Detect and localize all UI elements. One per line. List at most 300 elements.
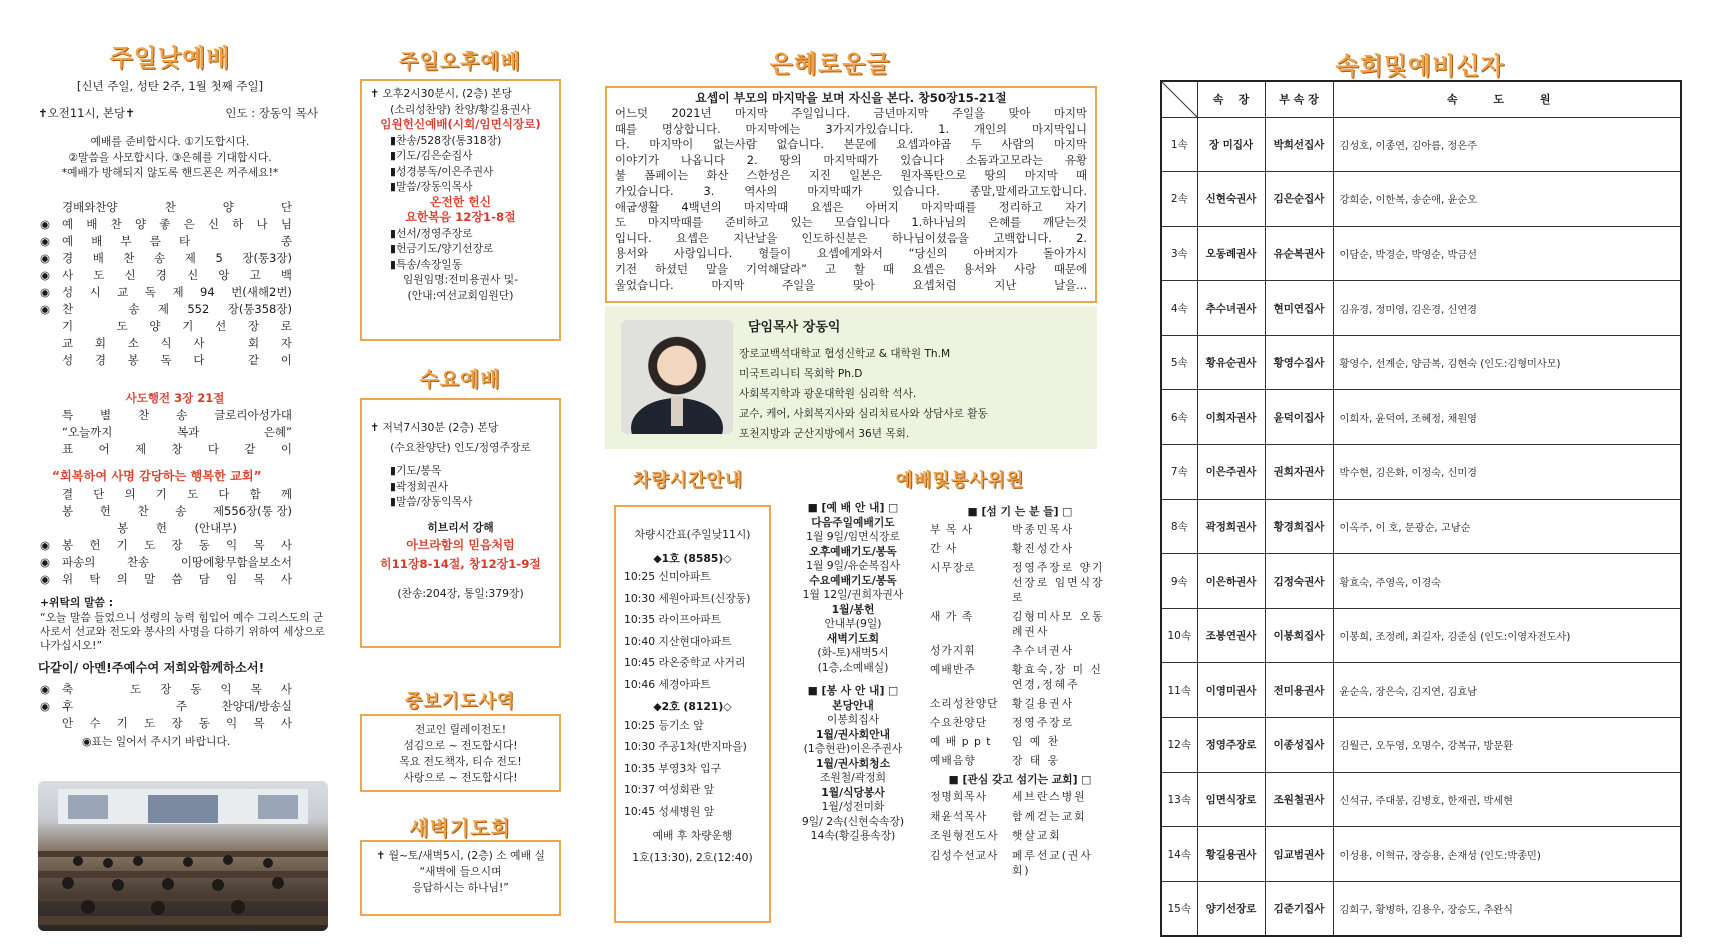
order-char: 신 — [207, 217, 219, 231]
order-char: 타 — [179, 234, 191, 248]
order-row — [40, 424, 330, 441]
pm-lead: 임원헌신예배(시회/임면식장로) — [380, 117, 541, 131]
pm-items — [370, 133, 551, 195]
order-char: 기 — [155, 487, 167, 501]
order-char: 경배와찬양 — [62, 200, 118, 214]
kv-row — [930, 826, 1110, 846]
order-char: 어 — [98, 442, 110, 456]
order-char: 별 — [100, 408, 112, 422]
order-char: 경 — [94, 353, 106, 367]
order-char: 사 — [62, 268, 74, 282]
order-char: 도 — [144, 538, 156, 552]
order-char: 장 — [171, 538, 183, 552]
group-row — [1161, 663, 1681, 718]
intercession-box — [360, 714, 561, 792]
item-value: 14속(황길용속장) — [810, 829, 896, 842]
group-row — [1161, 226, 1681, 281]
text-line: 때를 명상합니다. 마지막에는 3가지가있습니다. 1. 개인의 마지막입니 — [615, 121, 1087, 136]
order-row — [40, 301, 330, 318]
order-row — [40, 250, 330, 267]
order-char: 제 — [157, 302, 169, 316]
order-char: 의 — [124, 487, 136, 501]
worship-order-mid — [40, 407, 330, 458]
order-char: 파송의 — [62, 555, 96, 569]
grace-heading: 요셉이 부모의 마지막을 보며 자신을 본다. 창50장15-21절 — [695, 91, 1007, 105]
order-char: 배 — [92, 251, 104, 265]
order-label — [62, 441, 292, 458]
text-line: 울었습니다. 마지막 주일을 맞아 요셉처럼 지난 날을... — [615, 277, 1087, 292]
group-number: 3속 — [1161, 226, 1197, 281]
order-char: 단 — [93, 487, 105, 501]
order-label — [62, 199, 292, 216]
header-leader — [1197, 81, 1265, 117]
order-marker: ◉ — [40, 699, 51, 713]
text-line: 10:30 세원아파트(신장동) — [624, 591, 751, 605]
bus-title: 차량시간안내 — [632, 470, 744, 491]
order-char: 5 — [215, 251, 223, 265]
order-marker — [40, 424, 62, 441]
order-char: 사 — [193, 336, 205, 350]
order-char: 제556장(통 장) — [212, 504, 292, 518]
church-interior-icon — [38, 781, 328, 931]
order-label — [62, 407, 292, 424]
kv-key: 새 가 족 — [930, 609, 974, 623]
order-char: 안 — [62, 716, 74, 730]
order-char: 독 — [144, 285, 156, 299]
wed-time: ✝ 저녁7시30분 (2층) 본당 — [370, 421, 499, 434]
text-line: ▮말씀/장동익목사 — [390, 180, 473, 193]
order-char: 신 — [124, 268, 136, 282]
text-line: 10:35 라이프아파트 — [624, 613, 722, 626]
order-char: 축 — [62, 682, 74, 696]
order-char: 결 — [62, 487, 74, 501]
order-marker — [40, 520, 62, 537]
item-title: 1월/식당봉사 — [821, 785, 885, 799]
text-line: ▮기도/김은순집사 — [390, 149, 473, 162]
kv-key: 예배반주 — [930, 662, 976, 676]
item-title: 오후예배기도/봉독 — [809, 544, 897, 558]
order-char: 익 — [226, 716, 238, 730]
order-row — [40, 537, 330, 554]
order-char: 송 — [176, 408, 188, 422]
wed-theme: 아브라함의 믿음처럼 — [406, 538, 515, 552]
order-label — [62, 352, 292, 369]
order-char: 임 — [226, 572, 238, 586]
order-label — [62, 571, 292, 588]
text-line: ▮말씀/장동익목사 — [390, 495, 473, 508]
kv-value: 임 예 찬 — [1012, 734, 1061, 748]
order-char: 헌 — [89, 538, 101, 552]
order-marker: ◉ — [40, 555, 51, 569]
order-char: 독 — [160, 353, 172, 367]
order-marker — [40, 352, 62, 369]
order-char: 도 — [144, 716, 156, 730]
text-line: 10:30 주공1차(반지마을) — [624, 740, 747, 753]
order-char: 기 — [62, 319, 74, 333]
text-line: 섬김으로 ~ 전도합시다! — [403, 739, 518, 752]
kv-row — [930, 607, 1110, 641]
order-char: 이 — [280, 353, 292, 367]
order-row — [40, 486, 330, 503]
text-line: 불 폼페이는 화산 스한성은 지진 일본은 원자폭탄으로 땅의 마지막 때 — [615, 168, 1087, 183]
order-char: 부 — [120, 234, 132, 248]
kv-row — [930, 732, 1110, 751]
order-marker — [40, 199, 62, 216]
group-row — [1161, 608, 1681, 663]
order-marker — [40, 486, 62, 503]
text-line: 사회복지학과 광운대학원 심리학 석사. — [739, 388, 917, 400]
order-char: 양 — [222, 200, 234, 214]
order-char: 도 — [116, 319, 128, 333]
text-line: ✝ 월~토/새벽5시, (2층) 소 예배 실 — [376, 849, 545, 862]
order-char: 글로리아성가대 — [214, 408, 292, 422]
group-leader: 오동례권사 — [1197, 226, 1265, 281]
order-marker — [40, 335, 62, 352]
order-char: 동 — [198, 716, 210, 730]
standup-note: ◉표는 일어서 주시기 바랍니다. — [82, 735, 231, 748]
item-value: (화-토)새벽5시 — [817, 646, 889, 659]
text-line: 10:45 성세병원 앞 — [624, 804, 715, 818]
item-title: 본당안내 — [832, 698, 874, 712]
group-number: 4속 — [1161, 281, 1197, 336]
order-marker: ◉ — [40, 217, 51, 231]
group-number: 8속 — [1161, 499, 1197, 554]
order-label — [62, 424, 292, 441]
order-char: 선 — [215, 319, 227, 333]
order-char: 양 — [149, 319, 161, 333]
order-char: 양 — [134, 217, 147, 231]
text-line: 장로교백석대학교 협성신학교 & 대학원 Th.M — [739, 348, 951, 360]
order-marker — [40, 318, 62, 335]
order-row — [40, 698, 330, 715]
item-title: 새벽기도회 — [826, 631, 880, 645]
order-char: 찬 — [62, 302, 74, 316]
order-char: 복과 — [177, 425, 200, 439]
kv-row — [930, 641, 1110, 660]
servers-rows — [930, 520, 1110, 770]
text-line: 포천지방과 군산지방에서 36년 목회. — [739, 428, 910, 440]
order-char: 제 — [134, 442, 147, 456]
order-char: 번(새해2번) — [231, 285, 292, 299]
order-char: 경 — [155, 268, 167, 282]
text-line: 10:35 부영3차 입구 — [624, 761, 721, 775]
order-label — [62, 554, 292, 571]
order-label — [62, 301, 292, 318]
sunday-leader: 인도 : 장동익 목사 — [225, 106, 318, 120]
order-row — [40, 233, 330, 250]
text-line: ▮성경봉독/이은주권사 — [390, 164, 494, 178]
scripture: 사도행전 3장 21절 — [125, 391, 225, 405]
bus1-head: ◆1호 (8585)◇ — [653, 551, 732, 565]
text-line: 애굽생활 4백년의 마지막때 요셉은 아버지 마지막때를 정리하고 자기 — [615, 199, 1087, 214]
text-line: 응답하시는 하나님!” — [412, 881, 509, 894]
group-subleader: 황경희집사 — [1265, 499, 1333, 554]
worship-guide: ■ [예 배 안 내] □ — [807, 501, 899, 514]
text-line: 사랑으로 ~ 전도합시다! — [403, 771, 518, 784]
group-leader: 조봉연권사 — [1197, 608, 1265, 663]
text-line: 10:46 세경아파트 — [624, 677, 711, 691]
group-subleader: 이봉희집사 — [1265, 608, 1333, 663]
order-char: 특 — [62, 408, 74, 422]
group-number: 13속 — [1161, 772, 1197, 827]
group-row — [1161, 554, 1681, 609]
item-value: 1월 12일/권희자권사 — [802, 588, 904, 601]
text-line: 10:25 신미아파트 — [624, 570, 711, 583]
order-row — [40, 441, 330, 458]
group-members: 황영수, 선계순, 양금복, 김현숙 (인도:김형미사모) — [1333, 335, 1681, 390]
kv-value: 페루선교(권사회) — [1012, 848, 1093, 877]
groups-table — [1160, 80, 1682, 937]
order-marker: ◉ — [40, 302, 51, 316]
order-marker — [40, 441, 62, 458]
order-marker: ◉ — [40, 251, 51, 265]
order-char: 찬 — [123, 251, 135, 265]
kv-value: 황길용권사 — [1012, 696, 1075, 710]
item-value: 조원철/곽정희 — [819, 771, 887, 784]
order-char: 사 — [280, 538, 292, 552]
order-label — [62, 284, 292, 301]
order-row — [40, 335, 330, 352]
groups-title: 속회및예비신자 — [1335, 52, 1505, 80]
order-label — [62, 233, 292, 250]
order-char: 교 — [117, 285, 129, 299]
pm-appoint: 임원임명:전미용권사 및- — [402, 273, 519, 286]
order-char: 송 — [128, 302, 140, 316]
notice-line: ②말씀을 사모합시다. ③은혜를 기대합시다. — [68, 150, 272, 164]
item-title: 1월/권사회안내 — [815, 727, 891, 741]
text-line: 기전 하셨던 말을 기억해달라” 고 할 때 요셉은 용서와 사랑 때문에 — [615, 261, 1087, 276]
worship-service-list — [778, 500, 928, 844]
order-marker: ◉ — [40, 234, 51, 248]
order-char: 94 — [200, 285, 215, 299]
servers-list — [930, 504, 1110, 881]
text-line: 다. 마지막이 없는사람 없습니다. 본문에 요셉과야곱 두 사람의 마지막 — [615, 137, 1087, 152]
service-guide-list — [778, 699, 928, 844]
order-row — [40, 267, 330, 284]
kv-row — [930, 751, 1110, 770]
wed-text: 히11장8-14절, 창12장1-9절 — [380, 556, 541, 571]
order-char: 찬 — [137, 504, 149, 518]
order-char: 말 — [144, 572, 156, 586]
kv-key: 조원형전도사 — [930, 829, 999, 842]
order-header-row — [40, 199, 330, 216]
text-line: 목요 전도책자, 티슈 전도! — [399, 755, 522, 768]
missions-guide: ■ [관심 갖고 섬기는 교회] □ — [948, 772, 1092, 786]
group-subleader: 김정숙권사 — [1265, 554, 1333, 609]
text-line: 도 마지막때를 준비하고 있는 모습입니다 1.하나님의 은혜를 깨닫는것 — [615, 215, 1087, 230]
pm-sub: (소리성찬양) 찬양/황길용권사 — [390, 102, 531, 116]
kv-row — [930, 558, 1110, 607]
pm-worship-box — [360, 79, 561, 341]
order-marker: ◉ — [40, 682, 51, 696]
congregation-photo — [38, 781, 328, 931]
order-row — [40, 571, 330, 588]
servers-guide: ■ [섬 기 는 분 들] □ — [967, 505, 1073, 518]
order-char: 배 — [91, 234, 103, 248]
order-label — [62, 503, 292, 520]
order-char: 고 — [249, 268, 261, 282]
order-char: 목 — [250, 682, 262, 696]
order-label — [62, 335, 292, 352]
order-char: 경 — [62, 251, 74, 265]
group-row — [1161, 499, 1681, 554]
order-char: 종 — [280, 234, 292, 248]
time-row — [38, 105, 318, 121]
order-char: 장(통3장) — [242, 251, 292, 265]
order-char: 봉 — [127, 353, 139, 367]
sunday-subtitle: [신년 주일, 성탄 2주, 1월 첫째 주일] — [76, 79, 264, 93]
pm-text: 요한복음 12장1-8절 — [405, 210, 516, 224]
pm-items2 — [370, 226, 551, 273]
wed-worship-box — [360, 398, 561, 648]
pm-time: ✝ 오후2시30분시, (2층) 본당 — [370, 87, 513, 100]
kv-row — [930, 539, 1110, 558]
group-members: 윤순옥, 장은숙, 김지연, 김효남 — [1333, 663, 1681, 718]
group-leader: 이은하권사 — [1197, 554, 1265, 609]
notice-line: 예배를 준비합시다. ①기도합시다. — [90, 135, 250, 148]
diagonal-line-icon — [1162, 82, 1198, 118]
order-char: “오늘까지 — [62, 425, 113, 439]
kv-key: 채윤석목사 — [930, 809, 988, 823]
group-subleader: 현미연집사 — [1265, 281, 1333, 336]
order-char: 수 — [89, 716, 101, 730]
order-char: 제 — [184, 251, 196, 265]
kv-key: 부 목 사 — [930, 522, 974, 536]
order-char: 도 — [130, 682, 142, 696]
text-line: “새벽에 들으시며 — [419, 865, 502, 878]
group-row — [1161, 281, 1681, 336]
order-label — [62, 267, 292, 284]
kv-row — [930, 660, 1110, 694]
pray-lines — [370, 722, 551, 786]
order-char: 함 — [249, 487, 261, 501]
group-members: 김희구, 황병하, 김용우, 장승도, 추완식 — [1333, 881, 1681, 936]
text-line: ▮특송/속장일동 — [390, 257, 463, 271]
order-char: 나 — [256, 217, 268, 231]
text-line: 10:45 라온중학교 사거리 — [624, 656, 746, 669]
groups-header-row — [1161, 81, 1681, 117]
item-value: 안내부(9일) — [824, 617, 882, 630]
group-subleader: 윤덕이집사 — [1265, 390, 1333, 445]
kv-key: 시무장로 — [930, 560, 976, 574]
order-row — [40, 284, 330, 301]
group-members: 강희순, 이한복, 송순애, 윤순오 — [1333, 172, 1681, 227]
diag-header — [1161, 81, 1197, 117]
person-icon — [621, 320, 733, 434]
group-number: 10속 — [1161, 608, 1197, 663]
worship-order-2 — [40, 486, 330, 588]
sunday-time: ✝오전11시, 본당✝ — [38, 106, 135, 120]
order-char: 송 — [175, 504, 187, 518]
kv-key: 수요찬양단 — [930, 715, 988, 729]
item-value: 이봉희집사 — [826, 713, 880, 726]
intercession-title: 중보기도사역 — [404, 691, 516, 712]
order-label — [62, 681, 292, 698]
group-row — [1161, 335, 1681, 390]
order-char: 의 — [116, 572, 128, 586]
sunday-worship-title: 주일낮예배 — [109, 44, 231, 72]
group-members: 이봉희, 조정례, 최길자, 김준심 (인도:이영자전도사) — [1333, 608, 1681, 663]
service-guide: ■ [봉 사 안 내] □ — [807, 684, 899, 697]
order-char: 소 — [127, 336, 139, 350]
group-number: 2속 — [1161, 172, 1197, 227]
order-char: 동 — [190, 682, 202, 696]
item-value: (1층,소예배실) — [817, 660, 889, 674]
group-number: 7속 — [1161, 445, 1197, 500]
group-number: 15속 — [1161, 881, 1197, 936]
group-leader: 황길용권사 — [1197, 827, 1265, 882]
order-char: 다 — [218, 487, 230, 501]
group-subleader: 김은순집사 — [1265, 172, 1333, 227]
order-label — [62, 520, 292, 537]
order-row — [40, 503, 330, 520]
kv-value: 세브란스병원 — [1012, 790, 1087, 803]
kv-row — [930, 694, 1110, 713]
order-char: 자 — [280, 336, 292, 350]
order-char: 장 — [247, 319, 260, 333]
church-motto: “회복하여 사명 감당하는 행복한 교회” — [52, 469, 262, 483]
order-char: 하 — [232, 217, 244, 231]
group-leader: 황유순권사 — [1197, 335, 1265, 390]
group-subleader: 이종성집사 — [1265, 718, 1333, 773]
group-number: 12속 — [1161, 718, 1197, 773]
pastor-bio — [739, 344, 988, 444]
order-char: 봉 — [62, 538, 74, 552]
group-subleader: 박희선집사 — [1265, 117, 1333, 172]
worship-order — [40, 199, 330, 369]
group-number: 1속 — [1161, 117, 1197, 172]
together-prayer: 다같이/ 아멘!주예수여 저희와함께하소서! — [38, 661, 265, 675]
kv-key: 간 사 — [930, 541, 958, 555]
order-char: 성 — [62, 353, 74, 367]
text-line: 입니다. 요셉은 지난날을 인도하신분은 하나님이셨음을 고백합니다. 2. — [615, 230, 1087, 245]
worship-guide-list — [778, 516, 928, 676]
group-number: 11속 — [1161, 663, 1197, 718]
group-row — [1161, 827, 1681, 882]
header-subleader: 부 속 장 — [1265, 81, 1333, 117]
order-char: 익 — [226, 538, 238, 552]
text-line: 어느덧 2021년 마지막 주일입니다. 금년마지막 주일을 맞아 마지막 — [615, 106, 1087, 120]
bus-times: 1호(13:30), 2호(12:40) — [632, 850, 753, 864]
order-char: 기 — [116, 538, 128, 552]
bus2-stops — [622, 715, 763, 823]
commission-block — [40, 595, 328, 653]
item-title: 1월/봉헌 — [831, 602, 875, 616]
order-marker — [40, 503, 62, 520]
group-members: 김월근, 오두영, 오명수, 강복규, 방문환 — [1333, 718, 1681, 773]
text-line: 전교인 릴레이전도! — [414, 723, 507, 736]
group-members: 신석규, 주대봉, 김병호, 한재권, 박세현 — [1333, 772, 1681, 827]
order-row — [40, 216, 330, 233]
order-char: 은 — [183, 217, 195, 231]
order-char: 목 — [253, 538, 265, 552]
kv-value: 장 태 웅 — [1012, 753, 1061, 767]
kv-key: 김성수선교사 — [930, 848, 999, 862]
order-char: 동 — [198, 538, 210, 552]
kv-row — [930, 520, 1110, 539]
order-char: 찬 — [164, 200, 176, 214]
order-char: 위 — [62, 572, 74, 586]
item-title: 1월/권사회청소 — [815, 756, 891, 770]
order-char: 552 — [187, 302, 210, 316]
text-line: ▮찬송/528장(통318장) — [390, 133, 502, 147]
kv-value: 함께걷는교회 — [1012, 809, 1087, 823]
pm-theme: 온전한 헌신 — [429, 194, 492, 209]
wed-items — [370, 463, 551, 510]
item-value: 1월/성전미화 — [821, 800, 885, 813]
notice-line: *예배가 방해되지 않도록 핸드폰은 꺼주세요!* — [61, 166, 279, 179]
group-members: 김성호, 이종연, 김아름, 정은주 — [1333, 117, 1681, 172]
